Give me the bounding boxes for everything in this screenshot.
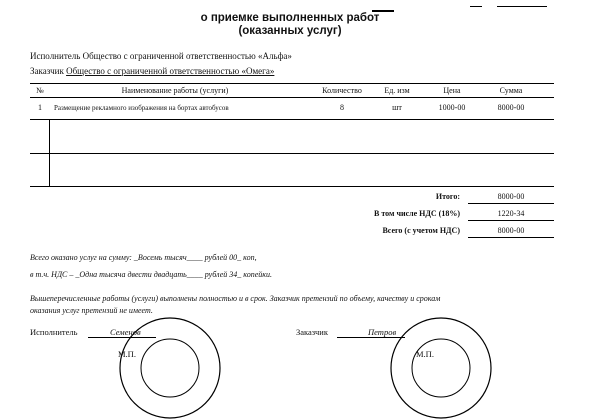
executor-sign-label: Исполнитель xyxy=(30,327,78,337)
row-sum: 8000-00 xyxy=(497,103,525,112)
executor-sign-rule xyxy=(88,337,156,338)
stamp-left-label: М.П. xyxy=(118,349,136,359)
header-num: № xyxy=(36,86,44,95)
vat-value: 1220-34 xyxy=(497,209,525,218)
itogo-value: 8000-00 xyxy=(497,192,525,201)
header-sum: Сумма xyxy=(499,86,523,95)
customer-signature: Петров xyxy=(368,327,397,337)
executor-value: Общество с ограниченной ответственностью «Альфа» xyxy=(82,51,292,61)
header-price: Цена xyxy=(443,86,461,95)
document-subtitle: (оказанных услуг) xyxy=(238,25,342,37)
row-unit: шт xyxy=(392,103,402,112)
executor-signature: Семенов xyxy=(110,327,141,337)
summary-paragraph-line1: Вышеперечисленные работы (услуги) выполнены полностью и в срок. Заказчик претензий по объему, качеству и срокам xyxy=(30,294,441,303)
row-qty: 8 xyxy=(340,103,344,112)
header-unit: Ед. изм xyxy=(384,86,410,95)
header-qty: Количество xyxy=(322,86,362,95)
itogo-label: Итого: xyxy=(435,192,460,201)
vat-label: В том числе НДС (18%) xyxy=(374,209,460,218)
customer-sign-rule xyxy=(337,337,405,338)
summary-sum-line: Всего оказано услуг на сумму: _Восемь тысяч____ рублей 00_ коп, xyxy=(30,253,257,262)
total-label: Всего (с учетом НДС) xyxy=(382,226,460,235)
header-name: Наименование работы (услуги) xyxy=(121,86,229,95)
row-num: 1 xyxy=(38,103,42,112)
customer-value: Общество с ограниченной ответственностью «Омега» xyxy=(66,66,275,76)
row-name: Размещение рекламного изображения на бортах автобусов xyxy=(54,104,229,112)
stamp-right-label: М.П. xyxy=(416,349,434,359)
total-value: 8000-00 xyxy=(497,226,525,235)
summary-paragraph-line2: оказания услуг претензий не имеет. xyxy=(30,306,153,315)
customer-sign-label: Заказчик xyxy=(296,327,328,337)
customer-label: Заказчик xyxy=(30,66,64,76)
summary-vat-line: в т.ч. НДС – _Одна тысяча двести двадцать____ рублей 34_ копейки. xyxy=(30,270,272,279)
row-price: 1000-00 xyxy=(438,103,466,112)
stamp-right-icon xyxy=(391,318,491,418)
document-title: о приемке выполненных работ xyxy=(200,12,380,24)
executor-label: Исполнитель xyxy=(30,51,81,61)
